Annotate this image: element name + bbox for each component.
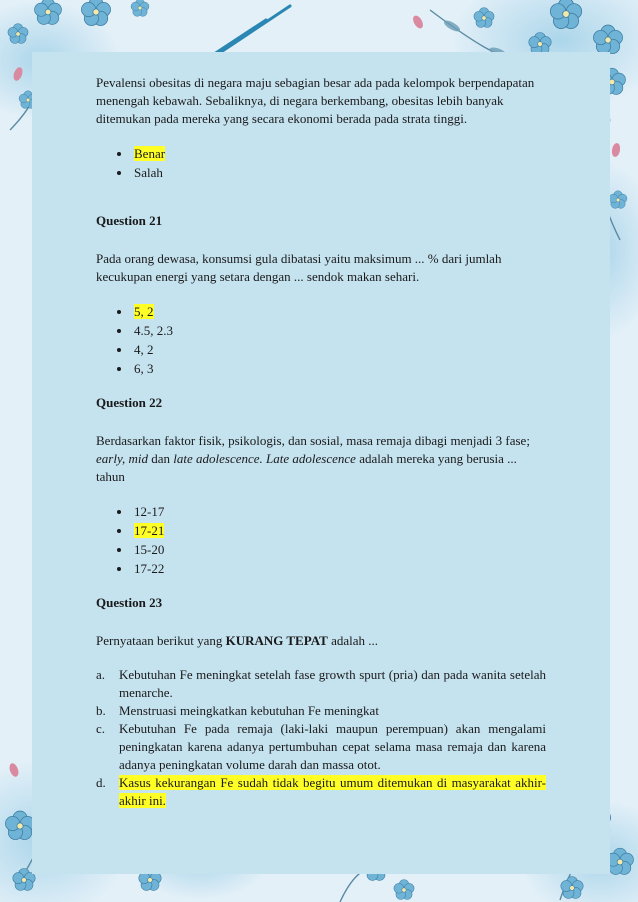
q22-option-3[interactable]: 15-20	[96, 540, 546, 559]
question-23-text: Pernyataan berikut yang KURANG TEPAT adalah ...	[96, 633, 378, 648]
q22-option-2[interactable]: 17-21	[96, 521, 546, 540]
q23-option-d[interactable]: d. Kasus kekurangan Fe sudah tidak begitu umum ditemukan di masyarakat akhir-akhir ini.	[96, 775, 546, 808]
q23-option-c[interactable]: c. Kebutuhan Fe pada remaja (laki-laki maupun perempuan) akan mengalami peningkatan karena adanya pertumbuhan cepat selama masa remaja dan karena adanya peningkatan volume darah dan massa otot.	[96, 721, 546, 772]
q21-option-4[interactable]: 6, 3	[96, 359, 546, 378]
question-21-title: Question 21	[96, 213, 163, 228]
question-21-options	[96, 302, 546, 378]
question-23-options	[96, 666, 546, 810]
question-22-title: Question 22	[96, 395, 163, 410]
q22-option-4[interactable]: 17-22	[96, 559, 546, 578]
option-benar[interactable]: Benar	[96, 144, 546, 163]
q22-option-1[interactable]: 12-17	[96, 502, 546, 521]
intro-options	[96, 144, 546, 182]
option-salah[interactable]: Salah	[96, 163, 546, 182]
q21-option-2[interactable]: 4.5, 2.3	[96, 321, 546, 340]
question-21-text: Pada orang dewasa, konsumsi gula dibatasi yaitu maksimum ... % dari jumlah kecukupan energi yang setara dengan ... sendok makan sehari.	[96, 251, 502, 284]
question-22-options	[96, 502, 546, 578]
intro-question-text: Pevalensi obesitas di negara maju sebagian besar ada pada kelompok berpendapatan menengah kebawah. Sebaliknya, di negara berkembang, obesitas lebih banyak ditemukan pada mereka yang secara ekonomi berada pada strata tinggi.	[96, 75, 535, 126]
quiz-content	[96, 74, 546, 810]
q23-option-b[interactable]: b. Menstruasi meingkatkan kebutuhan Fe meningkat	[96, 703, 379, 718]
q21-option-3[interactable]: 4, 2	[96, 340, 546, 359]
q21-option-1[interactable]: 5, 2	[96, 302, 546, 321]
q23-option-a[interactable]: a. Kebutuhan Fe meningkat setelah fase growth spurt (pria) dan pada wanita setelah menarche.	[96, 667, 546, 700]
question-23-title: Question 23	[96, 595, 163, 610]
question-22-text: Berdasarkan faktor fisik, psikologis, dan sosial, masa remaja dibagi menjadi 3 fase; early, mid dan late adolescence. Late adolescence adalah mereka yang berusia ... tahun	[96, 433, 530, 484]
